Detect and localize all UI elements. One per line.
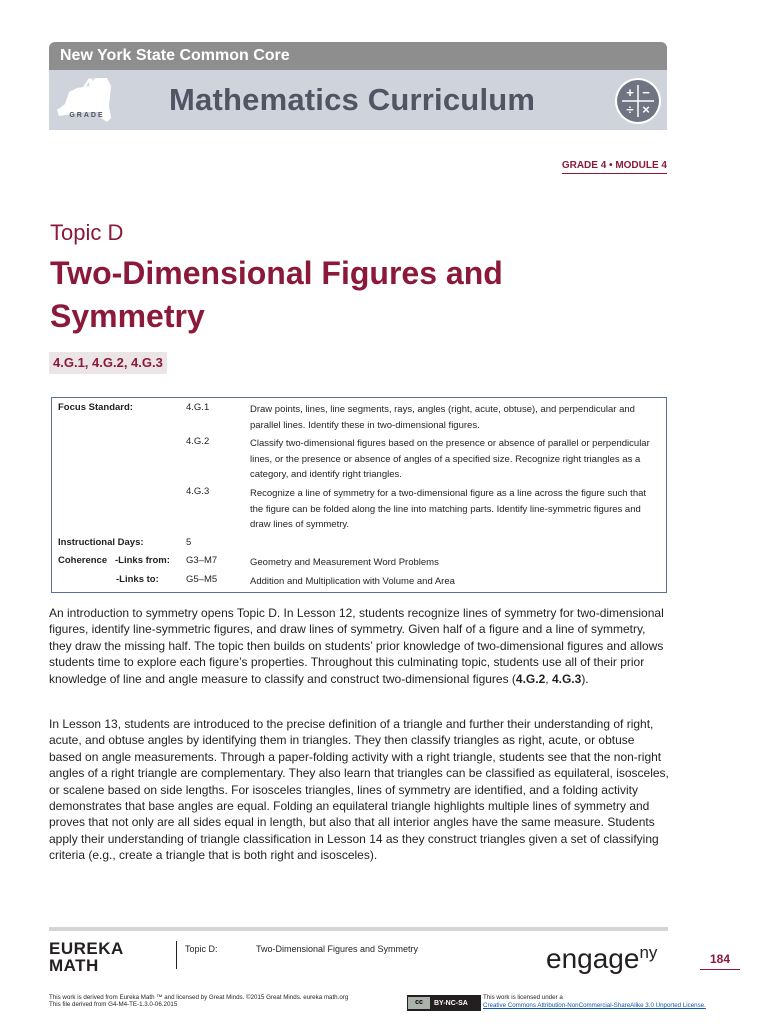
license-link[interactable]: Creative Commons Attribution-NonCommercial-ShareAlike 3.0 Unported License. xyxy=(483,1002,706,1009)
engageny-logo xyxy=(546,944,657,974)
license-line-1: This work is licensed under a xyxy=(483,994,563,1001)
standard-ref: 4.G.3 xyxy=(551,671,582,686)
links-from-text: Geometry and Measurement Word Problems xyxy=(250,557,439,568)
topic-title: Two-Dimensional Figures and Symmetry xyxy=(50,255,503,334)
page-number: 184 xyxy=(700,952,740,970)
logo-line-2: MATH xyxy=(49,956,99,975)
intro-paragraph xyxy=(49,605,669,687)
links-to-text: Addition and Multiplication with Volume and Area xyxy=(250,576,455,587)
license-type: BY-NC-SA xyxy=(434,999,468,1007)
engage-word: engage xyxy=(546,943,640,974)
links-to-label: -Links to: xyxy=(116,574,159,585)
standards-tag: 4.G.1, 4.G.2, 4.G.3 xyxy=(49,352,167,374)
grade-word: GRADE xyxy=(69,112,105,119)
math-operations-icon xyxy=(614,77,662,125)
logo-line-1: EUREKA xyxy=(49,939,124,958)
standard-text: Classify two-dimensional figures based on the presence or absence of parallel or perpendicular lines, or the presence or absence of angles of a specified size. Recognize right triangles as a category, and identify right triangles. xyxy=(250,438,650,480)
header-top-bar xyxy=(49,42,667,70)
credit-line-2: This file derived from G4-M4-TE-1.3.0-06.2015 xyxy=(49,1001,178,1008)
footer-rule xyxy=(49,927,668,931)
standard-code: 4.G.1 xyxy=(186,402,210,413)
standard-text: Recognize a line of symmetry for a two-dimensional figure as a line across the figure such that the figure can be folded along the line into matching parts. Identify line-symmetric figures and draw lines of symmetry. xyxy=(250,488,647,530)
topic-label: Topic D xyxy=(50,220,124,245)
instructional-days-value: 5 xyxy=(186,537,192,548)
standards-table xyxy=(51,397,667,593)
header-main-bar xyxy=(49,70,667,130)
program-name: New York State Common Core xyxy=(60,47,290,64)
grade-module-label: GRADE 4 • MODULE 4 xyxy=(562,160,667,174)
eureka-math-logo xyxy=(49,940,124,974)
ny-superscript: ny xyxy=(639,943,658,962)
credit-line-1: This work is derived from Eureka Math ™ and licensed by Great Minds. ©2015 Great Minds. eureka math.org xyxy=(49,994,349,1001)
focus-standard-label: Focus Standard: xyxy=(58,402,133,413)
curriculum-title: Mathematics Curriculum xyxy=(169,82,536,117)
footer-topic-title: Two-Dimensional Figures and Symmetry xyxy=(256,944,419,954)
divide-sign: ÷ xyxy=(626,102,634,117)
intro-text: An introduction to symmetry opens Topic D. In Lesson 12, students recognize lines of symmetry for two-dimensional figures, identify line-symmetric figures, and draw lines of symmetry. Given half of a figure and a line of symmetry, they draw the missing half. The topic then builds on students’ prior knowledge of two-dimensional figures and allows students time to explore each figure’s properties. Throughout this culminating topic, students use all of their prior knowledge of line and angle measure to classify and construct two-dimensional figures ( xyxy=(49,606,664,686)
standard-code: 4.G.3 xyxy=(186,486,210,497)
grade-number: 4 xyxy=(81,74,95,101)
closing: ). xyxy=(581,671,589,686)
links-from-code: G3–M7 xyxy=(186,555,218,566)
standard-code: 4.G.2 xyxy=(186,436,210,447)
instructional-days-label: Instructional Days: xyxy=(58,537,144,548)
separator: , xyxy=(545,671,552,686)
minus-sign: − xyxy=(642,85,650,100)
plus-sign: + xyxy=(626,85,634,100)
multiply-sign: × xyxy=(642,102,650,117)
lesson-13-paragraph: In Lesson 13, students are introduced to the precise definition of a triangle and further their understanding of right, acute, and obtuse angles by identifying them in triangles. They then classify triangles as right, acute, or obtuse based on angle measurements. Through a paper-folding activity with a right triangle, students see that the non-right angles of a right triangle are complementary. They also learn that triangles can be classified as equilateral, isosceles, or scalene based on side lengths. For isosceles triangles, lines of symmetry are identified, and a folding activity demonstrates that base angles are equal. Folding an equilateral triangle highlights multiple lines of symmetry and proves that not only are all sides equal in length, but also that all interior angles have the same measure. Students apply their understanding of triangle classification in Lesson 14 as they construct triangles given a set of classifying criteria (e.g., create a triangle that is both right and isosceles). xyxy=(49,717,669,863)
standard-text: Draw points, lines, line segments, rays, angles (right, acute, obtuse), and perpendicular and parallel lines. Identify these in two-dimensional figures. xyxy=(250,404,635,431)
coherence-links-from-label: Coherence -Links from: xyxy=(58,555,170,566)
standard-ref: 4.G.2 xyxy=(515,671,546,686)
footer-topic-label: Topic D: xyxy=(185,944,218,954)
footer-divider xyxy=(176,941,177,969)
cc-icon: cc xyxy=(408,997,430,1009)
links-to-code: G5–M5 xyxy=(186,574,218,585)
cc-license-badge xyxy=(407,995,481,1011)
